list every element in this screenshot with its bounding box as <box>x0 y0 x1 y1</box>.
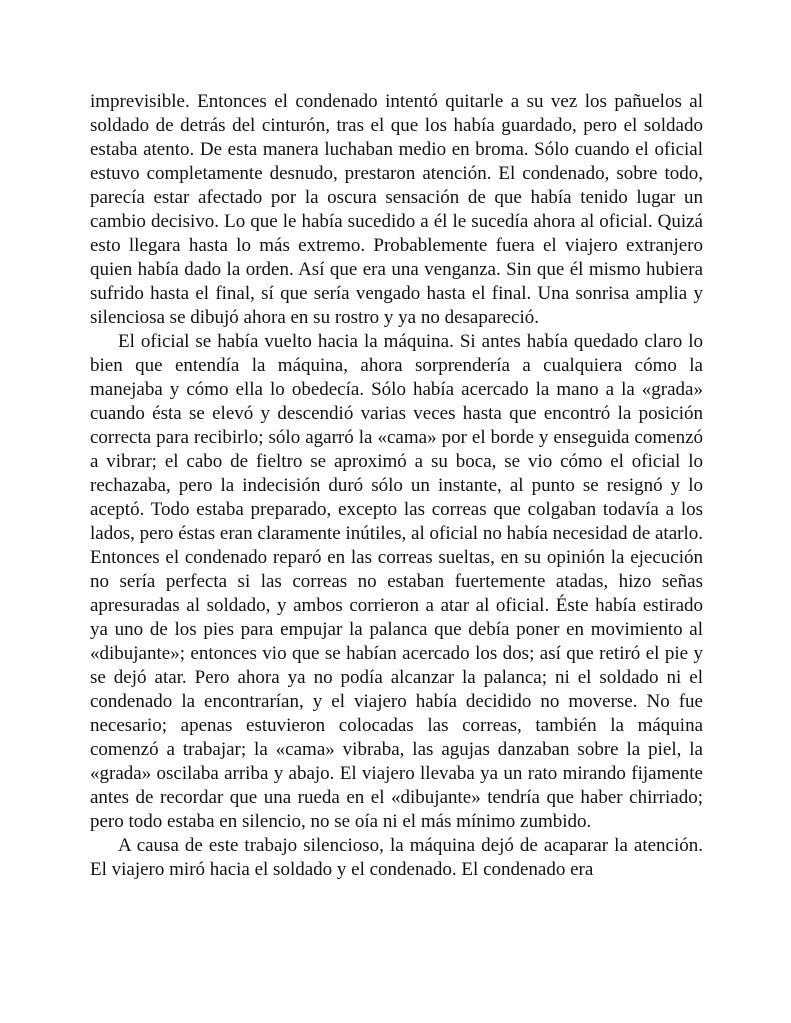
page-text-block <box>90 90 703 882</box>
paragraph: A causa de este trabajo silencioso, la máquina dejó de acaparar la atención. El viajero miró hacia el soldado y el condenado. El condenado era <box>90 835 703 880</box>
paragraph: El oficial se había vuelto hacia la máquina. Si antes había quedado claro lo bien que entendía la máquina, ahora sorprendería a cualquiera cómo la manejaba y cómo ella lo obedecía. Sólo había acercado la mano a la «grada» cuando ésta se elevó y descendió varias veces hasta que encontró la posición correcta para recibirlo; sólo agarró la «cama» por el borde y enseguida comenzó a vibrar; el cabo de fieltro se aproximó a su boca, se vio cómo el oficial lo rechazaba, pero la indecisión duró sólo un instante, al punto se resignó y lo aceptó. Todo estaba preparado, excepto las correas que colgaban todavía a los lados, pero éstas eran claramente inútiles, al oficial no había necesidad de atarlo. Entonces el condenado reparó en las correas sueltas, en su opinión la ejecución no sería perfecta si las correas no estaban fuertemente atadas, hizo señas apresuradas al soldado, y ambos corrieron a atar al oficial. Éste había estirado ya uno de los pies para empujar la palanca que debía poner en movimiento al «dibujante»; entonces vio que se habían acercado los dos; así que retiró el pie y se dejó atar. Pero ahora ya no podía alcanzar la palanca; ni el soldado ni el condenado la encontrarían, y el viajero había decidido no moverse. No fue necesario; apenas estuvieron colocadas las correas, también la máquina comenzó a trabajar; la «cama» vibraba, las agujas danzaban sobre la piel, la «grada» oscilaba arriba y abajo. El viajero llevaba ya un rato mirando fijamente antes de recordar que una rueda en el «dibujante» tendría que haber chirriado; pero todo estaba en silencio, no se oía ni el más mínimo zumbido. <box>90 331 703 832</box>
paragraph-continuation: imprevisible. Entonces el condenado intentó quitarle a su vez los pañuelos al soldado de detrás del cinturón, tras el que los había guardado, pero el soldado estaba atento. De esta manera luchaban medio en broma. Sólo cuando el oficial estuvo completamente desnudo, prestaron atención. El condenado, sobre todo, parecía estar afectado por la oscura sensación de que había tenido lugar un cambio decisivo. Lo que le había sucedido a él le sucedía ahora al oficial. Quizá esto llegara hasta lo más extremo. Probablemente fuera el viajero extranjero quien había dado la orden. Así que era una venganza. Sin que él mismo hubiera sufrido hasta el final, sí que sería vengado hasta el final. Una sonrisa amplia y silenciosa se dibujó ahora en su rostro y ya no desapareció. <box>90 91 703 328</box>
